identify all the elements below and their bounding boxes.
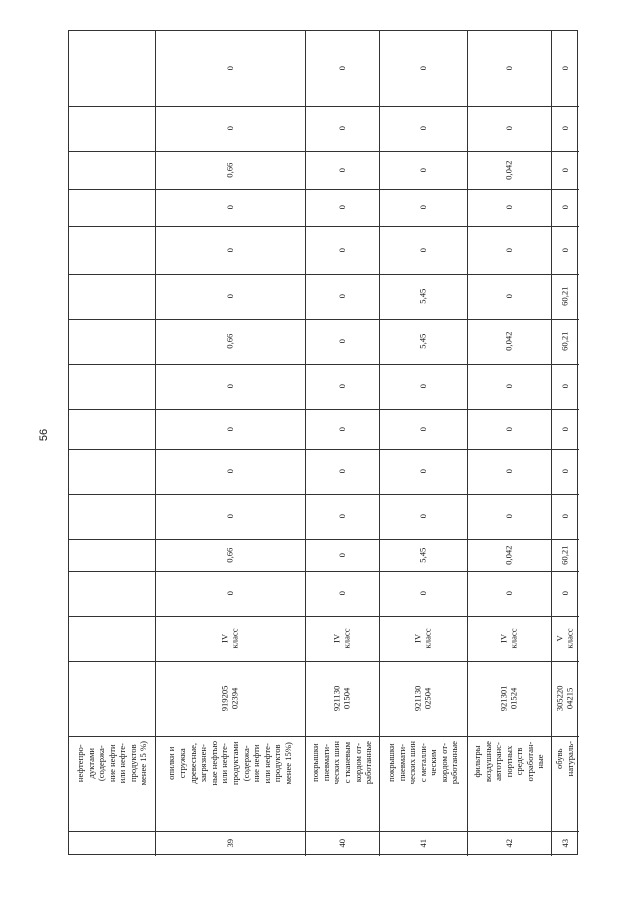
- cell-value: [468, 365, 550, 408]
- cell-code: [306, 662, 378, 735]
- cell-value-text: 0: [559, 384, 570, 389]
- cell-value: [552, 495, 578, 538]
- cell-value-text: 0: [503, 591, 514, 596]
- cell-value: [156, 540, 304, 570]
- cell-hazard-class-text: IV класс: [498, 628, 519, 649]
- cell-value-text: 0: [417, 167, 428, 173]
- cell-value: [552, 107, 578, 150]
- cell-code: [468, 662, 550, 735]
- cell-value: [468, 107, 550, 150]
- cell-value: [306, 410, 378, 448]
- cell-name: [552, 737, 578, 830]
- cell-value-text: 0: [224, 384, 235, 389]
- cell-num: [552, 832, 578, 855]
- cell-code-text: 919205 02394: [219, 685, 240, 712]
- cell-value: [468, 572, 550, 615]
- page-number: 56: [38, 428, 50, 442]
- cell-value: [306, 275, 378, 318]
- cell-value-text: 0: [503, 126, 514, 131]
- cell-value: [306, 365, 378, 408]
- cell-value-text: 0: [336, 339, 347, 344]
- cell-code: [70, 662, 154, 735]
- cell-value: [306, 320, 378, 363]
- cell-value-text: 0: [417, 469, 428, 474]
- cell-value: [552, 275, 578, 318]
- cell-value-text: 0: [503, 469, 514, 474]
- cell-value: [70, 152, 154, 188]
- cell-hazard-class-text: V класс: [554, 628, 575, 649]
- cell-value: [156, 152, 304, 188]
- waste-name-text: опилки и стружка древесные, загрязнен- ные нефтью или нефте- продуктами (содержа- ние нефти или нефте- продуктов менее 15%): [166, 741, 293, 786]
- waste-name-text: нефтепро- дуктами (содержа- ние нефти или нефте- продуктов менее 15 %): [74, 741, 149, 786]
- cell-value: [70, 190, 154, 225]
- name-rotator: [156, 737, 304, 830]
- cell-value-text: 0: [503, 514, 514, 519]
- cell-value-text: 0: [559, 591, 570, 596]
- cell-value: [380, 227, 466, 273]
- cell-value: [552, 227, 578, 273]
- cell-value: [306, 32, 378, 105]
- cell-name: [70, 737, 154, 830]
- cell-value-text: 0: [336, 514, 347, 519]
- cell-code-text: 305220 04215: [554, 685, 575, 712]
- name-rotator: [468, 737, 550, 830]
- cell-value: [380, 365, 466, 408]
- cell-value: [380, 410, 466, 448]
- cell-value: [156, 495, 304, 538]
- cell-value: [306, 450, 378, 493]
- cell-value: [468, 320, 550, 363]
- cell-value-text: 60,21: [559, 331, 570, 352]
- cell-value-text: 0: [559, 66, 570, 71]
- cell-value: [156, 410, 304, 448]
- cell-num: [156, 832, 304, 855]
- cell-value: [306, 572, 378, 615]
- cell-value-text: 0,66: [224, 547, 235, 563]
- cell-value: [156, 450, 304, 493]
- cell-code: [552, 662, 578, 735]
- cell-value: [380, 540, 466, 570]
- cell-value-text: 0: [417, 205, 428, 210]
- cell-value-text: 0: [336, 247, 347, 253]
- cell-value: [156, 365, 304, 408]
- cell-value: [468, 152, 550, 188]
- cell-value: [306, 227, 378, 273]
- cell-value-text: 0: [224, 66, 235, 71]
- cell-value-text: 0: [336, 167, 347, 173]
- cell-value-text: 0: [503, 384, 514, 389]
- cell-hazard-class: [306, 617, 378, 660]
- cell-value: [70, 227, 154, 273]
- cell-code-text: 921130 01504: [331, 685, 352, 712]
- cell-value-text: 0: [224, 294, 235, 299]
- cell-hazard-class: [380, 617, 466, 660]
- cell-value: [156, 572, 304, 615]
- cell-num-text: 39: [224, 839, 235, 848]
- cell-hazard-class: [70, 617, 154, 660]
- cell-value: [468, 410, 550, 448]
- cell-value: [380, 275, 466, 318]
- cell-value: [468, 227, 550, 273]
- cell-value: [552, 450, 578, 493]
- cell-value: [552, 365, 578, 408]
- cell-value-text: 0: [503, 66, 514, 71]
- cell-value: [380, 190, 466, 225]
- cell-value-text: 0,66: [224, 333, 235, 350]
- cell-hazard-class: [156, 617, 304, 660]
- cell-value: [552, 540, 578, 570]
- cell-value: [380, 32, 466, 105]
- cell-value-text: 0: [559, 167, 570, 173]
- cell-value-text: 0: [417, 247, 428, 253]
- cell-value: [156, 227, 304, 273]
- cell-value-text: 0: [336, 205, 347, 210]
- cell-hazard-class-text: IV класс: [412, 628, 433, 649]
- cell-value: [306, 495, 378, 538]
- cell-value: [156, 107, 304, 150]
- cell-value: [468, 275, 550, 318]
- cell-value-text: 0: [224, 126, 235, 131]
- cell-value: [552, 190, 578, 225]
- cell-value: [468, 450, 550, 493]
- cell-name: [306, 737, 378, 830]
- cell-value: [70, 275, 154, 318]
- cell-num-text: 43: [559, 839, 570, 848]
- waste-table: [68, 30, 578, 855]
- cell-num-text: 40: [336, 839, 347, 848]
- name-rotator: [552, 737, 578, 830]
- cell-value: [70, 32, 154, 105]
- cell-value: [380, 320, 466, 363]
- cell-value-text: 0: [503, 426, 514, 432]
- cell-value: [70, 107, 154, 150]
- cell-value: [70, 495, 154, 538]
- cell-name: [156, 737, 304, 830]
- cell-value: [306, 540, 378, 570]
- cell-value-text: 0: [336, 426, 347, 432]
- cell-value-text: 0: [559, 247, 570, 253]
- cell-value: [380, 152, 466, 188]
- cell-value-text: 0: [224, 205, 235, 210]
- cell-name: [380, 737, 466, 830]
- cell-value-text: 60,21: [559, 545, 570, 565]
- cell-value: [552, 572, 578, 615]
- cell-value-text: 0: [503, 247, 514, 253]
- name-rotator: [306, 737, 378, 830]
- cell-value-text: 0: [336, 294, 347, 299]
- cell-value-text: 0: [559, 205, 570, 210]
- cell-value: [70, 365, 154, 408]
- cell-value: [552, 152, 578, 188]
- cell-value: [380, 495, 466, 538]
- cell-value-text: 0: [417, 426, 428, 432]
- cell-value-text: 0: [336, 591, 347, 596]
- cell-value-text: 0: [336, 384, 347, 389]
- cell-num: [70, 832, 154, 855]
- cell-code-text: 921301 01524: [498, 685, 519, 712]
- cell-hazard-class: [552, 617, 578, 660]
- cell-value-text: 0: [336, 469, 347, 474]
- cell-value-text: 0,042: [503, 160, 514, 180]
- cell-value: [306, 190, 378, 225]
- waste-name-text: покрышки пневмати- ческих шин с металли- ческим кордом от- работанные: [385, 741, 460, 785]
- cell-num: [468, 832, 550, 855]
- cell-num: [306, 832, 378, 855]
- cell-value-text: 5,45: [417, 333, 428, 350]
- cell-value-text: 0: [336, 126, 347, 131]
- cell-value: [306, 107, 378, 150]
- cell-value-text: 0: [417, 514, 428, 519]
- cell-value-text: 0: [417, 126, 428, 131]
- cell-value: [156, 320, 304, 363]
- cell-value: [156, 32, 304, 105]
- cell-value: [552, 32, 578, 105]
- cell-code: [380, 662, 466, 735]
- cell-value-text: 0: [417, 591, 428, 596]
- cell-name: [468, 737, 550, 830]
- cell-code: [156, 662, 304, 735]
- cell-value-text: 0: [224, 591, 235, 596]
- cell-value: [70, 320, 154, 363]
- cell-value: [70, 410, 154, 448]
- cell-value: [380, 572, 466, 615]
- cell-value: [70, 572, 154, 615]
- name-rotator: [380, 737, 466, 830]
- cell-value-text: 0: [336, 66, 347, 71]
- cell-value-text: 0: [224, 426, 235, 432]
- cell-hazard-class-text: IV класс: [331, 628, 352, 649]
- name-rotator: [70, 737, 154, 830]
- cell-value-text: 0,042: [503, 331, 514, 352]
- cell-value-text: 0: [224, 469, 235, 474]
- cell-value: [156, 275, 304, 318]
- cell-value-text: 0: [224, 514, 235, 519]
- cell-value-text: 0: [336, 552, 347, 558]
- waste-name-text: покрышки пневмати- ческих шин с тканевым кордом от- работанные: [310, 741, 374, 785]
- cell-value: [70, 450, 154, 493]
- cell-num-text: 42: [503, 839, 514, 848]
- cell-value-text: 0: [559, 514, 570, 519]
- cell-value: [380, 107, 466, 150]
- cell-value-text: 0: [559, 469, 570, 474]
- cell-value-text: 5,45: [417, 288, 428, 305]
- cell-hazard-class-text: IV класс: [219, 628, 240, 649]
- cell-value-text: 0,042: [503, 545, 514, 565]
- cell-value: [156, 190, 304, 225]
- cell-value: [552, 410, 578, 448]
- cell-value-text: 60,21: [559, 286, 570, 307]
- cell-value-text: 5,45: [417, 547, 428, 563]
- cell-value: [468, 495, 550, 538]
- cell-value: [552, 320, 578, 363]
- cell-value-text: 0: [503, 294, 514, 299]
- cell-value: [306, 152, 378, 188]
- cell-hazard-class: [468, 617, 550, 660]
- cell-value: [468, 190, 550, 225]
- cell-num-text: 41: [417, 839, 428, 848]
- cell-value-text: 0: [417, 66, 428, 71]
- cell-value-text: 0,66: [224, 162, 235, 178]
- cell-num: [380, 832, 466, 855]
- cell-value-text: 0: [503, 205, 514, 210]
- cell-value-text: 0: [417, 384, 428, 389]
- cell-value-text: 0: [559, 126, 570, 131]
- cell-value: [70, 540, 154, 570]
- cell-value: [380, 450, 466, 493]
- waste-name-text: обувь натураль-: [554, 741, 575, 777]
- cell-value-text: 0: [224, 247, 235, 253]
- cell-value-text: 0: [559, 426, 570, 432]
- cell-code-text: 921130 02504: [412, 685, 433, 712]
- cell-value: [468, 540, 550, 570]
- cell-value: [468, 32, 550, 105]
- waste-name-text: фильтры воздушные автотранс- портных средств отработан- ные: [471, 741, 546, 783]
